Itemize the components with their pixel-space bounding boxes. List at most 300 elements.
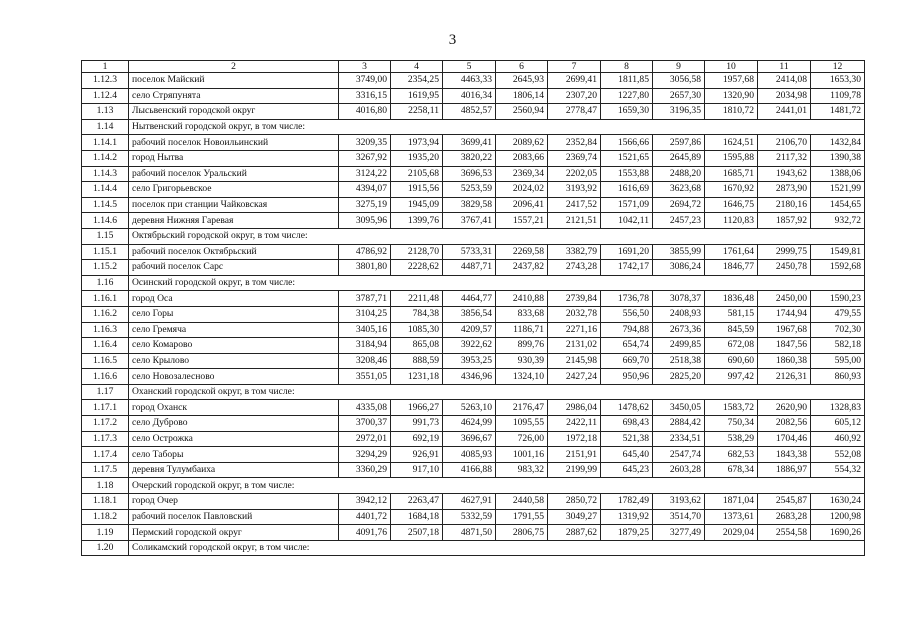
value-cell: 3277,49	[653, 525, 705, 541]
value-cell: 2778,47	[548, 104, 601, 120]
value-cell: 1670,92	[705, 182, 758, 198]
value-cell: 2034,98	[758, 88, 811, 104]
section-row	[82, 228, 865, 244]
value-cell: 669,70	[601, 353, 653, 369]
value-cell: 460,92	[811, 431, 865, 447]
value-cell: 1616,69	[601, 182, 653, 198]
value-cell: 1811,85	[601, 73, 653, 89]
value-cell: 1973,94	[391, 135, 443, 151]
value-cell: 2673,36	[653, 322, 705, 338]
value-cell: 1704,46	[758, 431, 811, 447]
value-cell: 4346,96	[443, 369, 496, 385]
value-cell: 2408,93	[653, 306, 705, 322]
locality-name: деревня Тулумбаиха	[129, 462, 339, 478]
table-row	[82, 416, 865, 432]
value-cell: 3787,71	[339, 291, 391, 307]
value-cell: 2126,31	[758, 369, 811, 385]
value-cell: 554,32	[811, 462, 865, 478]
value-cell: 1227,80	[601, 88, 653, 104]
value-cell: 2560,94	[496, 104, 548, 120]
value-cell: 2417,52	[548, 197, 601, 213]
value-cell: 930,39	[496, 353, 548, 369]
value-cell: 3922,62	[443, 338, 496, 354]
value-cell: 3749,00	[339, 73, 391, 89]
value-cell: 2082,56	[758, 416, 811, 432]
locality-name: город Оса	[129, 291, 339, 307]
value-cell: 2887,62	[548, 525, 601, 541]
value-cell: 2597,86	[653, 135, 705, 151]
value-cell: 1782,49	[601, 494, 653, 510]
value-cell: 3696,53	[443, 166, 496, 182]
row-code: 1.14.5	[82, 197, 129, 213]
column-header: 12	[811, 61, 865, 73]
value-cell: 2258,11	[391, 104, 443, 120]
row-code: 1.14	[82, 119, 129, 135]
value-cell: 2603,28	[653, 462, 705, 478]
value-cell: 3801,80	[339, 260, 391, 276]
value-cell: 5263,10	[443, 400, 496, 416]
value-cell: 2352,84	[548, 135, 601, 151]
row-code: 1.16.6	[82, 369, 129, 385]
row-code: 1.15	[82, 228, 129, 244]
value-cell: 899,76	[496, 338, 548, 354]
column-header: 10	[705, 61, 758, 73]
value-cell: 3953,25	[443, 353, 496, 369]
value-cell: 1624,51	[705, 135, 758, 151]
value-cell: 2437,82	[496, 260, 548, 276]
value-cell: 672,08	[705, 338, 758, 354]
value-cell: 2457,23	[653, 213, 705, 229]
value-cell: 3193,62	[653, 494, 705, 510]
value-cell: 1324,10	[496, 369, 548, 385]
value-cell: 4464,77	[443, 291, 496, 307]
value-cell: 3086,24	[653, 260, 705, 276]
section-title: Нытвенский городской округ, в том числе:	[129, 119, 865, 135]
table-row	[82, 88, 865, 104]
table-row	[82, 104, 865, 120]
value-cell: 3767,41	[443, 213, 496, 229]
value-cell: 2427,24	[548, 369, 601, 385]
row-code: 1.17	[82, 384, 129, 400]
value-cell: 2683,28	[758, 509, 811, 525]
locality-name: село Григорьевское	[129, 182, 339, 198]
value-cell: 1810,72	[705, 104, 758, 120]
value-cell: 702,30	[811, 322, 865, 338]
value-cell: 1085,30	[391, 322, 443, 338]
value-cell: 1566,66	[601, 135, 653, 151]
locality-name: село Горы	[129, 306, 339, 322]
value-cell: 2180,16	[758, 197, 811, 213]
value-cell: 2263,47	[391, 494, 443, 510]
value-cell: 1319,92	[601, 509, 653, 525]
value-cell: 784,38	[391, 306, 443, 322]
value-cell: 3856,54	[443, 306, 496, 322]
section-title: Осинский городской округ, в том числе:	[129, 275, 865, 291]
value-cell: 917,10	[391, 462, 443, 478]
column-header: 3	[339, 61, 391, 73]
value-cell: 726,00	[496, 431, 548, 447]
table-row	[82, 338, 865, 354]
table-row	[82, 306, 865, 322]
value-cell: 2211,48	[391, 291, 443, 307]
row-code: 1.14.3	[82, 166, 129, 182]
row-code: 1.17.1	[82, 400, 129, 416]
value-cell: 1943,62	[758, 166, 811, 182]
value-cell: 2825,20	[653, 369, 705, 385]
section-title: Октябрьский городской округ, в том числе:	[129, 228, 865, 244]
value-cell: 1478,62	[601, 400, 653, 416]
value-cell: 556,50	[601, 306, 653, 322]
value-cell: 2739,84	[548, 291, 601, 307]
value-cell: 3360,29	[339, 462, 391, 478]
section-row	[82, 478, 865, 494]
value-cell: 4085,93	[443, 447, 496, 463]
locality-name: село Крылово	[129, 353, 339, 369]
value-cell: 4852,57	[443, 104, 496, 120]
table-row	[82, 525, 865, 541]
value-cell: 3049,27	[548, 509, 601, 525]
value-cell: 3275,19	[339, 197, 391, 213]
locality-name: Пермский городской округ	[129, 525, 339, 541]
value-cell: 3294,29	[339, 447, 391, 463]
value-cell: 1685,71	[705, 166, 758, 182]
locality-name: рабочий поселок Сарс	[129, 260, 339, 276]
value-cell: 1886,97	[758, 462, 811, 478]
value-cell: 2354,25	[391, 73, 443, 89]
value-cell: 1231,18	[391, 369, 443, 385]
row-code: 1.18.1	[82, 494, 129, 510]
value-cell: 1843,38	[758, 447, 811, 463]
value-cell: 3267,92	[339, 150, 391, 166]
value-cell: 1836,48	[705, 291, 758, 307]
value-cell: 2547,74	[653, 447, 705, 463]
value-cell: 3056,58	[653, 73, 705, 89]
value-cell: 1328,83	[811, 400, 865, 416]
table-row	[82, 135, 865, 151]
value-cell: 3696,67	[443, 431, 496, 447]
table-row	[82, 400, 865, 416]
row-code: 1.14.6	[82, 213, 129, 229]
column-header: 9	[653, 61, 705, 73]
value-cell: 1042,11	[601, 213, 653, 229]
value-cell: 1120,83	[705, 213, 758, 229]
value-cell: 2131,02	[548, 338, 601, 354]
value-cell: 2117,32	[758, 150, 811, 166]
value-cell: 552,08	[811, 447, 865, 463]
value-cell: 2176,47	[496, 400, 548, 416]
value-cell: 3405,16	[339, 322, 391, 338]
value-cell: 1691,20	[601, 244, 653, 260]
value-cell: 1390,38	[811, 150, 865, 166]
row-code: 1.19	[82, 525, 129, 541]
value-cell: 2986,04	[548, 400, 601, 416]
value-cell: 1646,75	[705, 197, 758, 213]
value-cell: 865,08	[391, 338, 443, 354]
locality-name: рабочий поселок Октябрьский	[129, 244, 339, 260]
value-cell: 4016,80	[339, 104, 391, 120]
value-cell: 3820,22	[443, 150, 496, 166]
table-row	[82, 182, 865, 198]
value-cell: 1595,88	[705, 150, 758, 166]
table-row	[82, 494, 865, 510]
value-cell: 1557,21	[496, 213, 548, 229]
table-row	[82, 260, 865, 276]
value-cell: 1744,94	[758, 306, 811, 322]
value-cell: 1549,81	[811, 244, 865, 260]
row-code: 1.17.4	[82, 447, 129, 463]
table-row	[82, 447, 865, 463]
value-cell: 3829,58	[443, 197, 496, 213]
locality-name: село Дуброво	[129, 416, 339, 432]
value-cell: 1806,14	[496, 88, 548, 104]
row-code: 1.18.2	[82, 509, 129, 525]
row-code: 1.14.1	[82, 135, 129, 151]
value-cell: 3942,12	[339, 494, 391, 510]
value-cell: 1690,26	[811, 525, 865, 541]
section-title: Очерский городской округ, в том числе:	[129, 478, 865, 494]
value-cell: 1935,20	[391, 150, 443, 166]
row-code: 1.17.2	[82, 416, 129, 432]
locality-name: село Гремяча	[129, 322, 339, 338]
value-cell: 750,34	[705, 416, 758, 432]
value-cell: 1553,88	[601, 166, 653, 182]
value-cell: 1590,23	[811, 291, 865, 307]
value-cell: 1761,64	[705, 244, 758, 260]
value-cell: 521,38	[601, 431, 653, 447]
value-cell: 2422,11	[548, 416, 601, 432]
value-cell: 3855,99	[653, 244, 705, 260]
value-cell: 1571,09	[601, 197, 653, 213]
value-cell: 1373,61	[705, 509, 758, 525]
table-header-row	[82, 61, 865, 73]
value-cell: 4871,50	[443, 525, 496, 541]
value-cell: 3450,05	[653, 400, 705, 416]
value-cell: 2228,62	[391, 260, 443, 276]
value-cell: 2199,99	[548, 462, 601, 478]
value-cell: 3078,37	[653, 291, 705, 307]
row-code: 1.12.4	[82, 88, 129, 104]
value-cell: 698,43	[601, 416, 653, 432]
value-cell: 4627,91	[443, 494, 496, 510]
column-header: 2	[129, 61, 339, 73]
table-row	[82, 353, 865, 369]
value-cell: 4166,88	[443, 462, 496, 478]
value-cell: 1481,72	[811, 104, 865, 120]
locality-name: рабочий поселок Уральский	[129, 166, 339, 182]
column-header: 7	[548, 61, 601, 73]
value-cell: 2032,78	[548, 306, 601, 322]
value-cell: 1521,65	[601, 150, 653, 166]
value-cell: 1659,30	[601, 104, 653, 120]
value-cell: 1915,56	[391, 182, 443, 198]
value-cell: 2488,20	[653, 166, 705, 182]
locality-name: Лысьвенский городской округ	[129, 104, 339, 120]
value-cell: 2271,16	[548, 322, 601, 338]
value-cell: 692,19	[391, 431, 443, 447]
value-cell: 1521,99	[811, 182, 865, 198]
value-cell: 1619,95	[391, 88, 443, 104]
value-cell: 2334,51	[653, 431, 705, 447]
value-cell: 4016,34	[443, 88, 496, 104]
value-cell: 3208,46	[339, 353, 391, 369]
value-cell: 1592,68	[811, 260, 865, 276]
value-cell: 682,53	[705, 447, 758, 463]
value-cell: 1388,06	[811, 166, 865, 182]
value-cell: 645,40	[601, 447, 653, 463]
value-cell: 595,00	[811, 353, 865, 369]
section-row	[82, 384, 865, 400]
value-cell: 4394,07	[339, 182, 391, 198]
value-cell: 1109,78	[811, 88, 865, 104]
value-cell: 991,73	[391, 416, 443, 432]
section-title: Соликамский городской округ, в том числе:	[129, 540, 865, 556]
value-cell: 3095,96	[339, 213, 391, 229]
value-cell: 997,42	[705, 369, 758, 385]
row-code: 1.16.1	[82, 291, 129, 307]
table-row	[82, 197, 865, 213]
value-cell: 2999,75	[758, 244, 811, 260]
value-cell: 4091,76	[339, 525, 391, 541]
value-cell: 926,91	[391, 447, 443, 463]
value-cell: 1846,77	[705, 260, 758, 276]
value-cell: 4463,33	[443, 73, 496, 89]
section-title: Оханский городской округ, в том числе:	[129, 384, 865, 400]
column-header: 1	[82, 61, 129, 73]
row-code: 1.12.3	[82, 73, 129, 89]
locality-name: город Очер	[129, 494, 339, 510]
table-row	[82, 369, 865, 385]
row-code: 1.20	[82, 540, 129, 556]
value-cell: 1957,68	[705, 73, 758, 89]
value-cell: 2106,70	[758, 135, 811, 151]
locality-name: поселок при станции Чайковская	[129, 197, 339, 213]
locality-name: село Новозалесново	[129, 369, 339, 385]
value-cell: 2972,01	[339, 431, 391, 447]
value-cell: 1630,24	[811, 494, 865, 510]
value-cell: 2645,89	[653, 150, 705, 166]
value-cell: 4209,57	[443, 322, 496, 338]
value-cell: 2029,04	[705, 525, 758, 541]
value-cell: 1791,55	[496, 509, 548, 525]
value-cell: 2121,51	[548, 213, 601, 229]
row-code: 1.15.1	[82, 244, 129, 260]
value-cell: 2694,72	[653, 197, 705, 213]
row-code: 1.17.5	[82, 462, 129, 478]
value-cell: 2145,98	[548, 353, 601, 369]
value-cell: 888,59	[391, 353, 443, 369]
value-cell: 2806,75	[496, 525, 548, 541]
locality-name: поселок Майский	[129, 73, 339, 89]
locality-name: село Комарово	[129, 338, 339, 354]
value-cell: 1320,90	[705, 88, 758, 104]
value-cell: 1966,27	[391, 400, 443, 416]
value-cell: 2128,70	[391, 244, 443, 260]
table-row	[82, 244, 865, 260]
value-cell: 2369,74	[548, 150, 601, 166]
table-row	[82, 462, 865, 478]
value-cell: 2645,93	[496, 73, 548, 89]
value-cell: 794,88	[601, 322, 653, 338]
row-code: 1.16.2	[82, 306, 129, 322]
value-cell: 1945,09	[391, 197, 443, 213]
value-cell: 5733,31	[443, 244, 496, 260]
table-row	[82, 213, 865, 229]
table-row	[82, 166, 865, 182]
value-cell: 2554,58	[758, 525, 811, 541]
table-row	[82, 322, 865, 338]
table-row	[82, 291, 865, 307]
value-cell: 4624,99	[443, 416, 496, 432]
value-cell: 1399,76	[391, 213, 443, 229]
row-code: 1.16.3	[82, 322, 129, 338]
column-header: 11	[758, 61, 811, 73]
value-cell: 1860,38	[758, 353, 811, 369]
value-cell: 538,29	[705, 431, 758, 447]
value-cell: 582,18	[811, 338, 865, 354]
value-cell: 2850,72	[548, 494, 601, 510]
table-row	[82, 73, 865, 89]
value-cell: 2307,20	[548, 88, 601, 104]
value-cell: 1186,71	[496, 322, 548, 338]
value-cell: 2369,34	[496, 166, 548, 182]
value-cell: 3551,05	[339, 369, 391, 385]
row-code: 1.15.2	[82, 260, 129, 276]
value-cell: 1001,16	[496, 447, 548, 463]
value-cell: 2024,02	[496, 182, 548, 198]
value-cell: 2440,58	[496, 494, 548, 510]
value-cell: 1742,17	[601, 260, 653, 276]
value-cell: 2507,18	[391, 525, 443, 541]
value-cell: 3316,15	[339, 88, 391, 104]
value-cell: 860,93	[811, 369, 865, 385]
column-header: 8	[601, 61, 653, 73]
locality-name: город Нытва	[129, 150, 339, 166]
value-cell: 2518,38	[653, 353, 705, 369]
locality-name: город Оханск	[129, 400, 339, 416]
value-cell: 1653,30	[811, 73, 865, 89]
value-cell: 4786,92	[339, 244, 391, 260]
value-cell: 3209,35	[339, 135, 391, 151]
row-code: 1.16	[82, 275, 129, 291]
value-cell: 4401,72	[339, 509, 391, 525]
row-code: 1.17.3	[82, 431, 129, 447]
table-row	[82, 431, 865, 447]
value-cell: 3699,41	[443, 135, 496, 151]
table-row	[82, 150, 865, 166]
value-cell: 3623,68	[653, 182, 705, 198]
value-cell: 2699,41	[548, 73, 601, 89]
value-cell: 4487,71	[443, 260, 496, 276]
row-code: 1.13	[82, 104, 129, 120]
value-cell: 1454,65	[811, 197, 865, 213]
value-cell: 2151,91	[548, 447, 601, 463]
locality-name: село Острожка	[129, 431, 339, 447]
value-cell: 3184,94	[339, 338, 391, 354]
row-code: 1.14.2	[82, 150, 129, 166]
section-row	[82, 119, 865, 135]
row-code: 1.14.4	[82, 182, 129, 198]
table-body	[82, 61, 865, 556]
column-header: 4	[391, 61, 443, 73]
value-cell: 2450,78	[758, 260, 811, 276]
column-header: 6	[496, 61, 548, 73]
column-header: 5	[443, 61, 496, 73]
page-number: 3	[448, 32, 457, 48]
value-cell: 2083,66	[496, 150, 548, 166]
value-cell: 1432,84	[811, 135, 865, 151]
value-cell: 2096,41	[496, 197, 548, 213]
table-row	[82, 509, 865, 525]
